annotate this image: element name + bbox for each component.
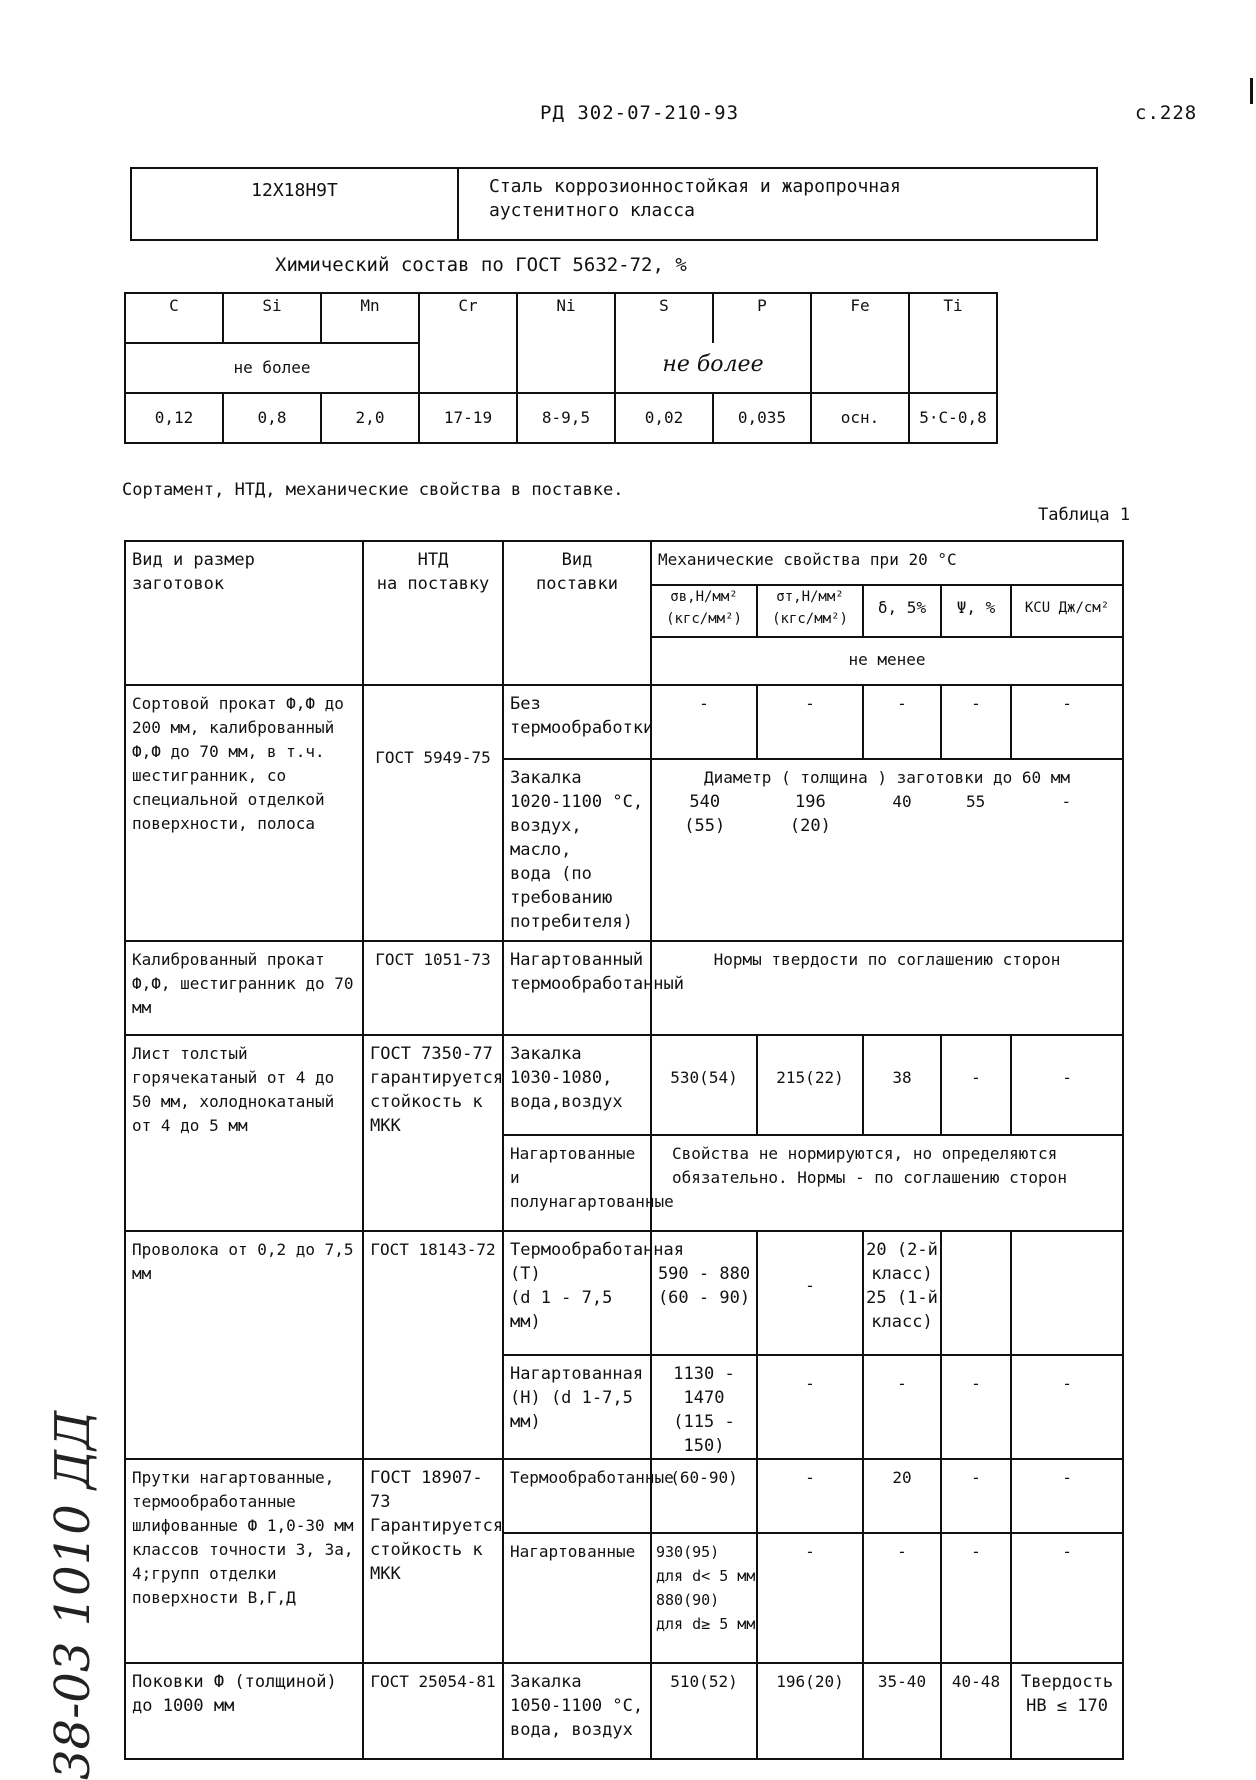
r1-psi-1: - xyxy=(941,685,1011,759)
header-product: Вид и размер заготовок xyxy=(125,541,363,685)
header-sigma-t: σт,Н/мм² (кгс/мм²) xyxy=(757,585,863,637)
r4-state-2: Нагартованная (Н) (d 1-7,5 мм) xyxy=(503,1355,651,1459)
header-not-less: не менее xyxy=(651,637,1123,685)
r5-product: Прутки нагартованные, термообработанные шлифованные Ф 1,0-30 мм классов точности 3, 3а, 4;групп отделки поверхности В,Г,Д xyxy=(125,1459,363,1663)
r2-state: Нагартованный термообработанный xyxy=(503,941,651,1035)
r5-state-2: Нагартованные xyxy=(503,1533,651,1663)
r2-product: Калиброванный прокат Ф,Ф, шестигранник до 70 мм xyxy=(125,941,363,1035)
chem-header-s: S xyxy=(615,293,713,343)
chem-table xyxy=(124,292,998,444)
r5-st-2: - xyxy=(757,1533,863,1663)
chem-header-ti: Ti xyxy=(909,293,997,393)
r4-psi-2: - xyxy=(941,1355,1011,1459)
r4-state-1: Термообработанная (Т) (d 1 - 7,5 мм) xyxy=(503,1231,651,1355)
r4-product: Проволока от 0,2 до 7,5 мм xyxy=(125,1231,363,1459)
header-psi: Ψ, % xyxy=(941,585,1011,637)
chem-value-mn: 2,0 xyxy=(321,393,419,443)
r4-st-1: - xyxy=(757,1231,863,1355)
r5-st-1: - xyxy=(757,1459,863,1533)
r6-product: Поковки Ф (толщиной) до 1000 мм xyxy=(125,1663,363,1759)
r1-product: Сортовой прокат Ф,Ф до 200 мм, калиброванный Ф,Ф до 70 мм, в т.ч. шестигранник, со специальной отделкой поверхности, полоса xyxy=(125,685,363,941)
chem-header-c: C xyxy=(125,293,223,343)
header-delivery: Вид поставки xyxy=(503,541,651,685)
r6-psi: 40-48 xyxy=(941,1663,1011,1759)
edge-mark xyxy=(1250,78,1253,104)
r1-kcu-2: - xyxy=(1061,792,1072,811)
r2-ntd: ГОСТ 1051-73 xyxy=(363,941,503,1035)
r4-delta-1: 20 (2-й класс) 25 (1-й класс) xyxy=(863,1231,941,1355)
r5-sb-1: (60-90) xyxy=(651,1459,757,1533)
chem-note-left: не более xyxy=(125,343,419,393)
r1-psi-2: 55 xyxy=(966,792,986,811)
r1-note: Диаметр ( толщина ) заготовки до 60 мм xyxy=(704,768,1071,787)
r5-sb-2: 930(95) для d< 5 мм 880(90) для d≥ 5 мм xyxy=(651,1533,757,1663)
chem-header-ni: Ni xyxy=(517,293,615,393)
r3-note: Свойства не нормируются, но определяются обязательно. Нормы - по соглашению сторон xyxy=(651,1135,1123,1231)
chem-header-p: P xyxy=(713,293,811,343)
chem-value-c: 0,12 xyxy=(125,393,223,443)
r1-kcu-1: - xyxy=(1011,685,1123,759)
r6-delta: 35-40 xyxy=(863,1663,941,1759)
header-delta: δ, 5% xyxy=(863,585,941,637)
table-label: Таблица 1 xyxy=(1038,505,1131,525)
r2-note: Нормы твердости по соглашению сторон xyxy=(651,941,1123,1035)
r1-sb-2: 540 (55) xyxy=(684,792,726,836)
chem-value-fe: осн. xyxy=(811,393,909,443)
r4-delta-2: - xyxy=(863,1355,941,1459)
chem-note-right: не более xyxy=(615,343,811,393)
r6-state: Закалка 1050-1100 °С, вода, воздух xyxy=(503,1663,651,1759)
r1-delta-2: 40 xyxy=(892,792,912,811)
r3-kcu: - xyxy=(1011,1035,1123,1135)
header-sigma-b: σв,Н/мм² (кгс/мм²) xyxy=(651,585,757,637)
r5-kcu-1: - xyxy=(1011,1459,1123,1533)
properties-table xyxy=(124,540,1124,1760)
chem-header-si: Si xyxy=(223,293,321,343)
steel-description: Сталь коррозионностойкая и жаропрочная аустенитного класса xyxy=(458,168,1097,240)
r1-delta-1: - xyxy=(863,685,941,759)
r6-sb: 510(52) xyxy=(651,1663,757,1759)
chem-value-ni: 8-9,5 xyxy=(517,393,615,443)
header-ntd: НТД на поставку xyxy=(363,541,503,685)
chem-value-ti: 5·C-0,8 xyxy=(909,393,997,443)
r6-st: 196(20) xyxy=(757,1663,863,1759)
r4-sb-2: 1130 - 1470 (115 - 150) xyxy=(651,1355,757,1459)
chem-value-s: 0,02 xyxy=(615,393,713,443)
grade-box xyxy=(130,167,1098,241)
r1-ntd: ГОСТ 5949-75 xyxy=(363,685,503,941)
r4-sb-1: 590 - 880 (60 - 90) xyxy=(651,1231,757,1355)
r4-kcu-1 xyxy=(1011,1231,1123,1355)
chem-header-fe: Fe xyxy=(811,293,909,393)
r1-st-2: 196 (20) xyxy=(789,792,831,836)
r3-state-1: Закалка 1030-1080, вода,воздух xyxy=(503,1035,651,1135)
r4-psi-1 xyxy=(941,1231,1011,1355)
r1-values-2 xyxy=(651,759,1123,941)
chem-value-si: 0,8 xyxy=(223,393,321,443)
header-mech: Механические свойства при 20 °С xyxy=(651,541,1123,585)
r5-ntd: ГОСТ 18907-73 Гарантируется стойкость к МКК xyxy=(363,1459,503,1663)
r5-psi-1: - xyxy=(941,1459,1011,1533)
r4-kcu-2: - xyxy=(1011,1355,1123,1459)
r3-sb: 530(54) xyxy=(651,1035,757,1135)
header-kcu: KCU Дж/см² xyxy=(1011,585,1123,637)
r1-state-2: Закалка 1020-1100 °С, воздух, масло, вода (по требованию потребителя) xyxy=(503,759,651,941)
document-code: РД 302-07-210-93 xyxy=(540,102,740,124)
r1-state-1: Без термообработки xyxy=(503,685,651,759)
r5-state-1: Термообработанные xyxy=(503,1459,651,1533)
chem-value-cr: 17-19 xyxy=(419,393,517,443)
r5-delta-2: - xyxy=(863,1533,941,1663)
table-caption: Сортамент, НТД, механические свойства в поставке. xyxy=(122,480,624,500)
r6-ntd: ГОСТ 25054-81 xyxy=(363,1663,503,1759)
r1-st-1: - xyxy=(757,685,863,759)
page-number: с.228 xyxy=(1135,102,1198,124)
r5-psi-2: - xyxy=(941,1533,1011,1663)
r3-product: Лист толстый горячекатаный от 4 до 50 мм, холоднокатаный от 4 до 5 мм xyxy=(125,1035,363,1231)
chem-value-p: 0,035 xyxy=(713,393,811,443)
chem-header-mn: Mn xyxy=(321,293,419,343)
chem-title: Химический состав по ГОСТ 5632-72, % xyxy=(275,254,687,276)
steel-grade: 12Х18Н9Т xyxy=(131,168,458,240)
r6-kcu: Твердость НВ ≤ 170 xyxy=(1011,1663,1123,1759)
r3-ntd: ГОСТ 7350-77 гарантируется стойкость к МКК xyxy=(363,1035,503,1231)
r1-sb-1: - xyxy=(651,685,757,759)
r4-st-2: - xyxy=(757,1355,863,1459)
r3-psi: - xyxy=(941,1035,1011,1135)
r3-delta: 38 xyxy=(863,1035,941,1135)
r4-ntd: ГОСТ 18143-72 xyxy=(363,1231,503,1459)
r3-st: 215(22) xyxy=(757,1035,863,1135)
chem-header-cr: Cr xyxy=(419,293,517,393)
side-handwritten-note: 38-03 1010 ДД xyxy=(45,1410,101,1780)
r5-delta-1: 20 xyxy=(863,1459,941,1533)
r3-state-2: Нагартованные и полунагартованные xyxy=(503,1135,651,1231)
r5-kcu-2: - xyxy=(1011,1533,1123,1663)
